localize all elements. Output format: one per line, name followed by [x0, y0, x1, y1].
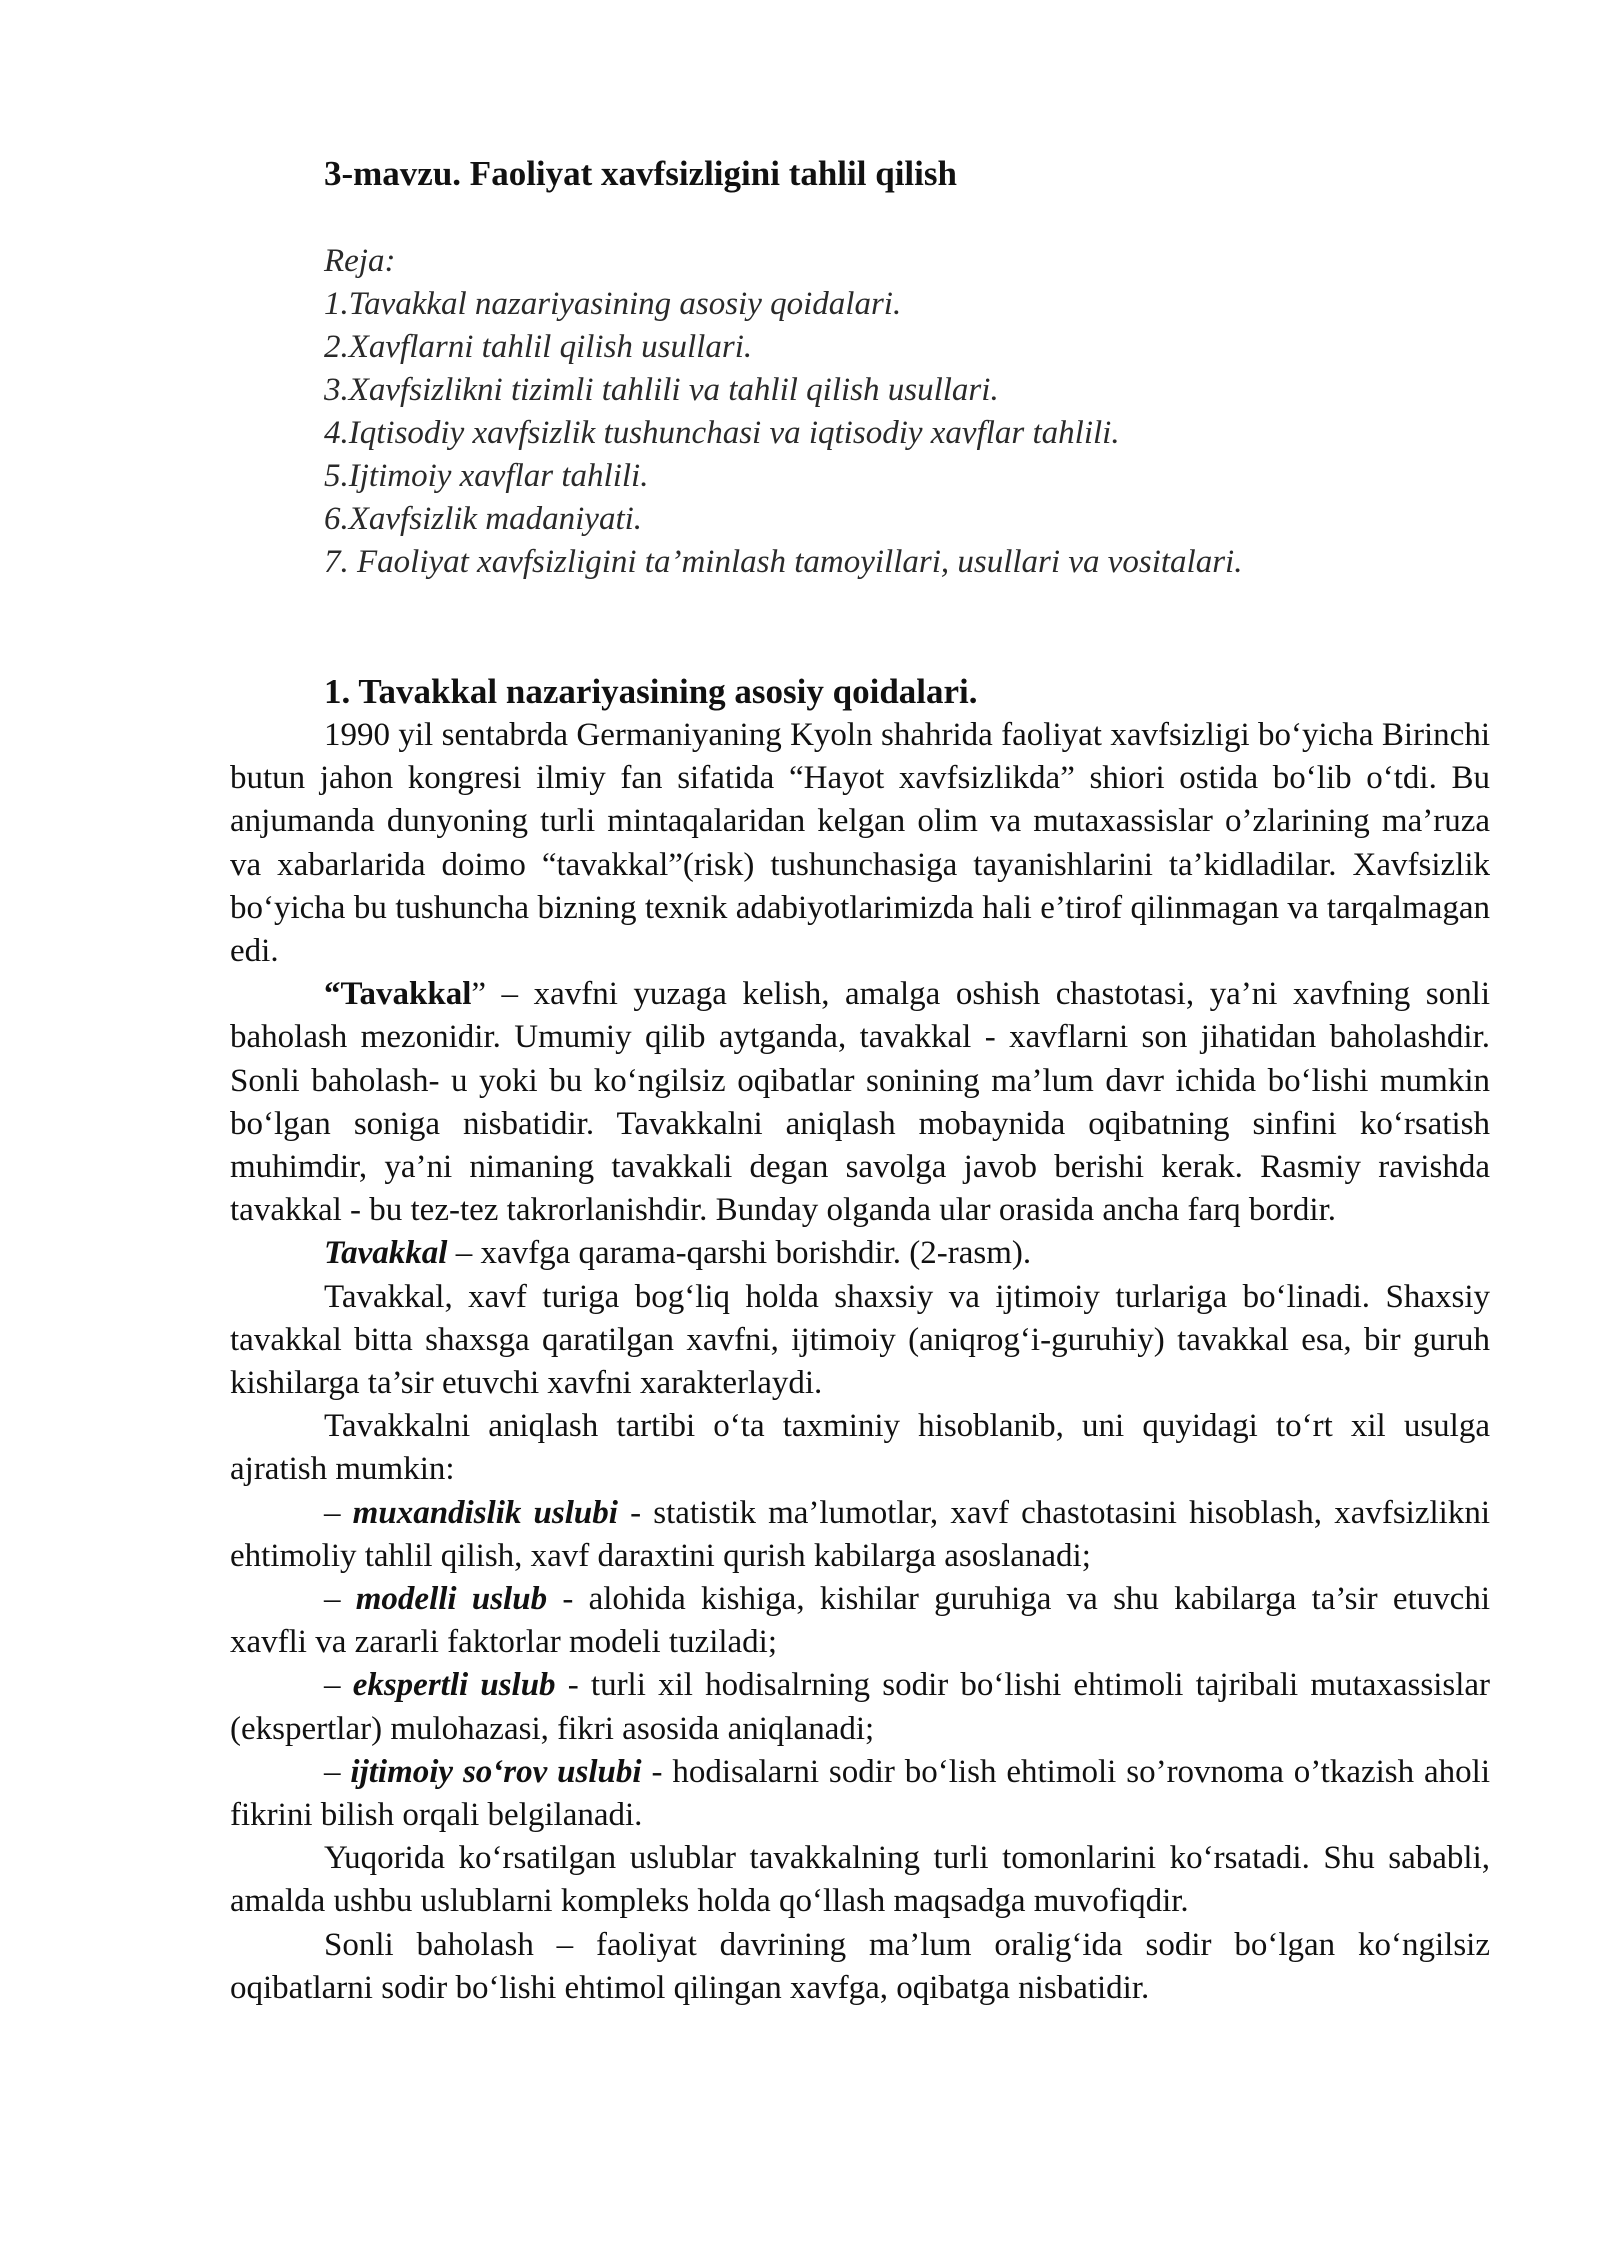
plan-item: 4.Iqtisodiy xavfsizlik tushunchasi va iqtisodiy xavflar tahlili.	[324, 415, 1120, 451]
method-item	[230, 1492, 1490, 1578]
method-item	[230, 1664, 1490, 1750]
term-tavakkal-italic: Tavakkal	[324, 1235, 448, 1272]
topic-title: 3-mavzu. Faoliyat xavfsizligini tahlil qilish	[324, 154, 957, 193]
plan-block	[324, 240, 1242, 584]
plan-item: 1.Tavakkal nazariyasining asosiy qoidalari.	[324, 286, 902, 322]
paragraph-risk-types: Tavakkal, xavf turiga bog‘liq holda shaxsiy va ijtimoiy turlariga bo‘linadi. Shaxsiy tavakkal bitta shaxsga qaratilgan xavfni, ijtimoiy (aniqrog‘i-guruhiy) tavakkal esa, bir guruh kishilarga ta’sir etuvchi xavfni xarakterlaydi.	[230, 1278, 1490, 1402]
paragraph-congress: 1990 yil sentabrda Germaniyaning Kyoln shahrida faoliyat xavfsizligi bo‘yicha Birinchi butun jahon kongresi ilmiy fan sifatida “Hayot xavfsizlikda” shiori ostida bo‘lib o‘tdi. Bu anjumanda dunyoning turli mintaqalaridan kelgan olim va mutaxassislar o’zlarining ma’ruza va xabarlarida doimo “tavakkal”(risk) tushunchasiga tayanishlarini ta’kidladilar. Xavfsizlik bo‘yicha bu tushuncha bizning texnik adabiyotlarimizda hali e’tirof qilinmagan va tarqalmagan edi.	[230, 717, 1490, 970]
method-item	[230, 1751, 1490, 1837]
method-term: ekspertli uslub	[352, 1667, 556, 1704]
paragraph-text: – xavfga qarama-qarshi borishdir. (2-rasm).	[447, 1235, 1032, 1272]
body-text	[230, 714, 1490, 2010]
method-text: - hodisalarni sodir bo‘lish ehtimoli so’rovnoma o’tkazish aholi fikrini bilish orqali belgilanadi.	[230, 1753, 1491, 1834]
paragraph-text: ” – xavfni yuzaga kelish, amalga oshish chastotasi, ya’ni xavfning sonli baholash mezonidir. Umumiy qilib aytganda, tavakkal - xavflarni son jihatidan baholashdir. Sonli baholash- u yoki bu ko‘ngilsiz oqibatlar sonining ma’lum davr ichida bo‘lishi mumkin bo‘lgan soniga nisbatidir. Tavakkalni aniqlash mobaynida oqibatning sinfini ko‘rsatish muhimdir, ya’ni nimaning tavakkali degan savolga javob berishi kerak. Rasmiy ravishda tavakkal - bu tez-tez takrorlanishdir. Bunday olganda ular orasida ancha farq bordir.	[230, 976, 1490, 1229]
method-term: modelli uslub	[355, 1581, 548, 1618]
paragraph-methods-intro: Tavakkalni aniqlash tartibi o‘ta taxminiy hisoblanib, uni quyidagi to‘rt xil usulga ajratish mumkin:	[230, 1408, 1490, 1488]
method-text: - alohida kishiga, kishilar guruhiga va shu kabilarga ta’sir etuvchi xavfli va zararli faktorlar modeli tuziladi;	[230, 1581, 1490, 1661]
plan-item: 5.Ijtimoiy xavflar tahlili.	[324, 458, 649, 494]
plan-item: 6.Xavfsizlik madaniyati.	[324, 501, 643, 537]
section-heading: 1. Tavakkal nazariyasining asosiy qoidalari.	[324, 672, 978, 711]
dash: –	[324, 1581, 356, 1618]
method-term: ijtimoiy so‘rov uslubi	[350, 1753, 642, 1790]
method-term: muxandislik uslubi	[352, 1494, 618, 1531]
paragraph-quantitative-estimate: Sonli baholash – faoliyat davrining ma’lum oralig‘ida sodir bo‘lgan ko‘ngilsiz oqibatlarni sodir bo‘lishi ehtimol qilingan xavfga, oqibatga nisbatidir.	[230, 1926, 1490, 2006]
dash: –	[324, 1753, 351, 1790]
plan-item: 7. Faoliyat xavfsizligini ta’minlash tamoyillari, usullari va vositalari.	[324, 544, 1243, 580]
paragraph-risk-opposition	[230, 1232, 1490, 1275]
method-item	[230, 1578, 1490, 1664]
paragraph-methods-summary: Yuqorida ko‘rsatilgan uslublar tavakkalning turli tomonlarini ko‘rsatadi. Shu sababli, amalda ushbu uslublarni kompleks holda qo‘llash maqsadga muvofiqdir.	[230, 1840, 1490, 1920]
paragraph-risk-definition	[230, 973, 1490, 1232]
method-text: - turli xil hodisalrning sodir bo‘lishi ehtimoli tajribali mutaxassislar (ekspertlar) mulohazasi, fikri asosida aniqlanadi;	[230, 1667, 1491, 1747]
plan-heading: Reja:	[324, 243, 396, 279]
plan-item: 3.Xavfsizlikni tizimli tahlili va tahlil qilish usullari.	[324, 372, 999, 408]
term-tavakkal: “Tavakkal	[324, 976, 472, 1013]
dash: –	[324, 1667, 353, 1704]
method-text: - statistik ma’lumotlar, xavf chastotasini hisoblash, xavfsizlikni ehtimoliy tahlil qilish, xavf daraxtini qurish kabilarga asoslanadi;	[230, 1494, 1490, 1574]
plan-item: 2.Xavflarni tahlil qilish usullari.	[324, 329, 753, 365]
dash: –	[324, 1494, 353, 1531]
